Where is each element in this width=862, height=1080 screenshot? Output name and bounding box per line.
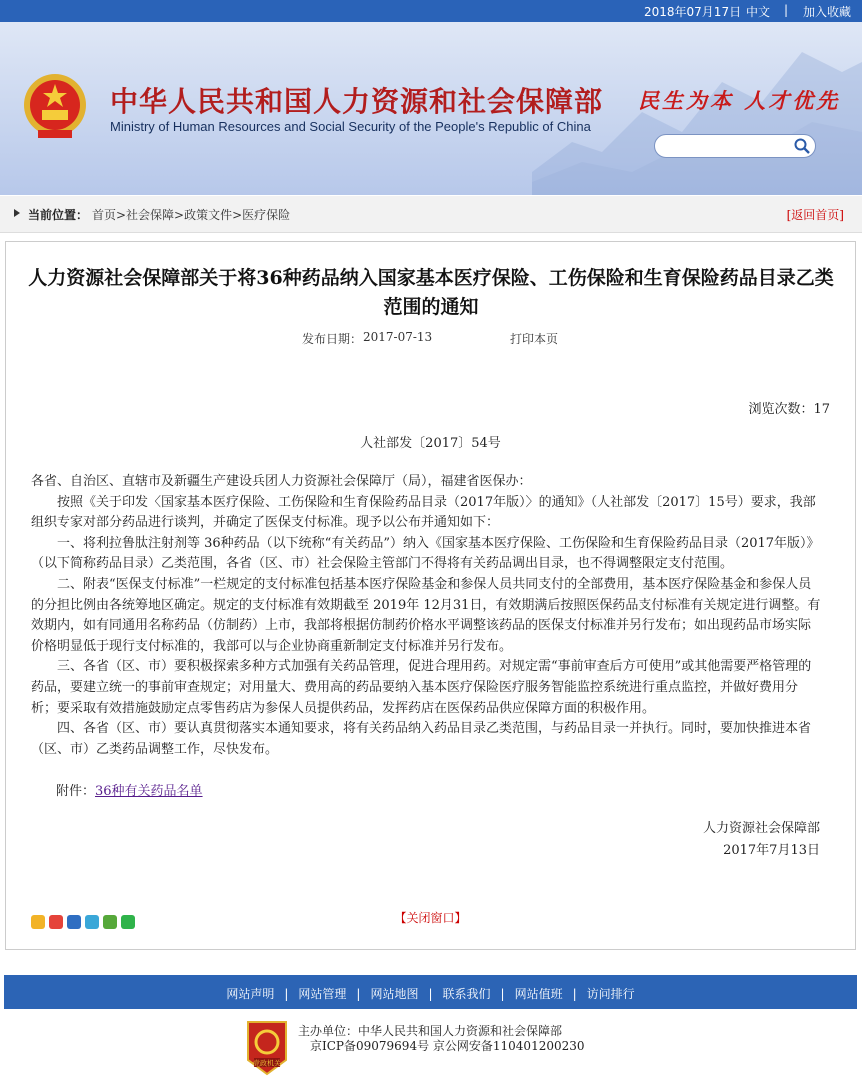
sponsor-text: 主办单位：中华人民共和国人力资源和社会保障部 [298, 1024, 563, 1038]
icp-text: 京ICP备09079694号 京公网安备110401200230 [310, 1039, 585, 1053]
article-paragraph: 四、各省（区、市）要认真贯彻落实本通知要求，将有关药品纳入药品目录乙类范围，与药品目录一并执行。同时，要加快推进本省（区、市）乙类药品调整工作，尽快发布。 [31, 721, 812, 757]
article-paragraph: 按照《关于印发〈国家基本医疗保险、工伤保险和生育保险药品目录（2017年版）〉的通知》（人社部发〔2017〕15号）要求，我部组织专家对部分药品进行谈判，并确定了医保支付标准。现予以公布并通知如下： [31, 494, 816, 531]
breadcrumb-path[interactable]: 首页>社会保障>政策文件>医疗保险 [92, 208, 291, 222]
footer-link-statement[interactable]: 网站声明 [226, 987, 275, 1001]
footer-nav [4, 975, 857, 1009]
document-number: 人社部发〔2017〕54号 [360, 436, 501, 451]
addressee-paragraph: 各省、自治区、直辖市及新疆生产建设兵团人力资源社会保障厅（局），福建省医保办： [31, 474, 532, 489]
footer-link-contact[interactable]: 联系我们 [442, 987, 491, 1001]
view-count: 浏览次数：17 [748, 402, 830, 417]
footer-divider: | [284, 987, 289, 1001]
footer-info [298, 1024, 585, 1054]
sign-date: 2017年7月13日 [723, 843, 820, 858]
signer: 人力资源社会保障部 [702, 821, 820, 836]
attachment [56, 780, 203, 799]
search-input[interactable] [654, 134, 816, 158]
footer-link-ranking[interactable]: 访问排行 [586, 987, 635, 1001]
breadcrumb [0, 196, 862, 233]
attachment-link[interactable]: 36种有关药品名单 [95, 784, 203, 799]
print-page-link[interactable]: 打印本页 [510, 332, 559, 346]
add-favorite-link[interactable]: 加入收藏 [803, 5, 852, 19]
close-window-link[interactable]: 【关闭窗口】 [394, 911, 467, 925]
footer-link-sitemap[interactable]: 网站地图 [370, 987, 419, 1001]
footer-link-management[interactable]: 网站管理 [298, 987, 347, 1001]
breadcrumb-label: 当前位置： [28, 208, 89, 222]
slogan: 民生为本 人才优先 [638, 88, 841, 113]
article-paragraph: 三、各省（区、市）要积极探索多种方式加强有关药品管理，促进合理用药。对规定需“事前审查后方可使用”或其他需要严格管理的药品，要建立统一的事前审查规定；对用量大、费用高的药品要纳入基本医疗保险医疗服务智能监控系统进行重点监控，并做好费用分析；要采取有效措施鼓励定点零售药店为参保人员提供药品，发挥药店在医保药品供应保障方面的积极作用。 [31, 659, 812, 716]
current-date: 2018年07月17日 [644, 5, 742, 19]
ministry-title-cn: 中华人民共和国人力资源和社会保障部 [110, 85, 604, 118]
top-bar [0, 0, 862, 22]
national-emblem-icon [22, 72, 88, 142]
return-home-link[interactable]: [返回首页] [786, 208, 844, 222]
publish-label: 发布日期： [302, 332, 363, 346]
footer-divider: | [500, 987, 505, 1001]
badge-label: 党政机关 [253, 1059, 281, 1068]
article-title: 人力资源社会保障部关于将36种药品纳入国家基本医疗保险、工伤保险和生育保险药品目录乙类范围的通知 [28, 267, 834, 318]
footer-divider: | [428, 987, 433, 1001]
lang-chinese-link[interactable]: 中文 [746, 5, 771, 19]
article-container [5, 241, 856, 950]
header-banner [0, 22, 862, 195]
article-body [31, 472, 821, 760]
publish-date: 2017-07-13 [363, 330, 433, 344]
article-paragraph: 一、将利拉鲁肽注射剂等 36种药品（以下统称“有关药品”）纳入《国家基本医疗保险、工伤保险和生育保险药品目录（2017年版）》（以下简称药品目录）乙类范围，各省（区、市）社会保险主管部门不得将有关药品调出目录，也不得调整限定支付范围。 [31, 535, 820, 572]
footer-link-duty[interactable]: 网站值班 [514, 987, 563, 1001]
search-icon[interactable] [793, 137, 811, 155]
article-paragraph: 二、附表“医保支付标准”一栏规定的支付标准包括基本医疗保险基金和参保人员共同支付的全部费用，基本医疗保险基金和参保人员的分担比例由各统筹地区确定。规定的支付标准有效期截至 2019年 12月31日，有效期满后按照医保药品支付标准有关规定进行调整。有效期内，如有同通用名称药品（仿制药）上市，我部将根据仿制药价格水平调整该药品的医保支付标准并另行发布；如出现药品市场实际价格明显低于现行支付标准的，我部可以与企业协商重新制定支付标准并另行发布。 [31, 576, 821, 654]
attachment-label: 附件： [56, 784, 96, 799]
signature-block [703, 818, 820, 862]
top-divider: | [784, 3, 789, 17]
ministry-title-en: Ministry of Human Resources and Social Security of the People's Republic of China [110, 119, 591, 134]
breadcrumb-arrow-icon [14, 209, 20, 217]
footer-divider: | [356, 987, 361, 1001]
footer-divider: | [572, 987, 577, 1001]
government-badge-icon[interactable] [244, 1020, 290, 1076]
